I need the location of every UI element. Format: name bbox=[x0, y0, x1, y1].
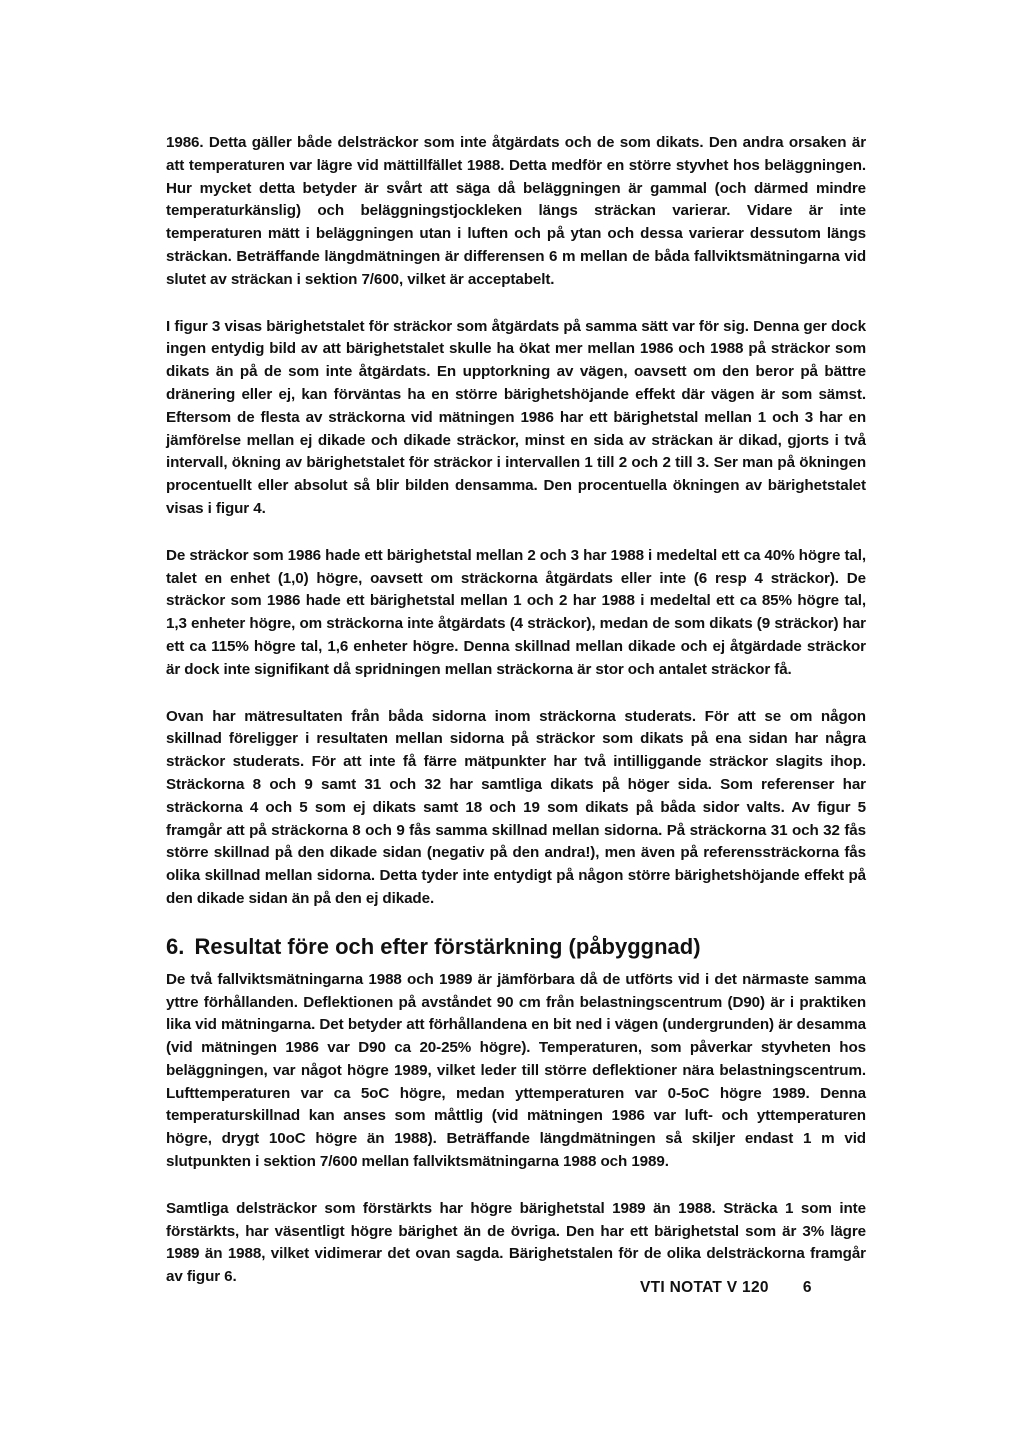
page-footer bbox=[640, 1279, 880, 1297]
paragraph-3: De sträckor som 1986 hade ett bärighetstal mellan 2 och 3 har 1988 i medeltal ett ca 40% högre tal, talet en enhet (1,0) högre, oavsett om sträckorna åtgärdats eller inte (6 resp 4 sträckor). De sträckor som 1986 hade ett bärighetstal mellan 1 och 2 har 1988 i medeltal ett ca 85% högre tal, 1,3 enheter högre, om sträckorna inte åtgärdats (4 sträckor), medan de som dikats (9 sträckor) har ett ca 115% högre tal, 1,6 enheter högre. Denna skillnad mellan dikade och ej åtgärdade sträckor är dock inte signifikant då spridningen mellan sträckorna är stor och antalet sträckor få. bbox=[166, 546, 866, 678]
section-heading bbox=[166, 933, 866, 961]
page-number: 6 bbox=[802, 1279, 812, 1296]
paragraph-5: De två fallviktsmätningarna 1988 och 1989 är jämförbara då de utförts vid i det närmaste samma yttre förhållanden. Deflektionen på avståndet 90 cm från belastningscentrum (D90) är i praktiken lika vid mätningarna. Det betyder att förhållandena en bit ned i vägen (undergrunden) är desamma (vid mätningen 1986 var D90 ca 20-25% högre). Temperaturen, som påverkar styvheten hos beläggningen, var något högre 1989, vilket leder till större deflektioner nära belastningscentrum. Lufttemperaturen var ca 5oC högre, medan yttemperaturen var 0-5oC högre 1989. Denna temperaturskillnad kan anses som måttlig (vid mätningen 1986 var luft- och yttemperaturen högre, drygt 10oC högre än 1988). Beträffande längdmätningen så skiljer endast 1 m vid slutpunkten i sektion 7/600 mellan fallviktsmätningarna 1988 och 1989. bbox=[166, 970, 866, 1171]
section-title: Resultat före och efter förstärkning (påbyggnad) bbox=[194, 933, 701, 959]
page-body bbox=[166, 132, 866, 1289]
paragraph-4: Ovan har mätresultaten från båda sidorna inom sträckorna studerats. För att se om någon skillnad föreligger i resultaten mellan sidorna på sträckor som dikats på ena sidan har några sträckor studerats. För att inte få färre mätpunkter har två intilliggande sträckor slagits ihop. Sträckorna 8 och 9 samt 31 och 32 har samtliga dikats på höger sida. Som referenser har sträckorna 4 och 5 som ej dikats samt 18 och 19 som dikats på båda sidor valts. Av figur 5 framgår att på sträckorna 8 och 9 fås samma skillnad mellan sidorna. På sträckorna 31 och 32 fås större skillnad på den dikade sidan (negativ på den andra!), men även på referenssträckorna fås olika skillnad mellan sidorna. Detta tyder inte entydigt på någon större bärighetshöjande effekt på den dikade sidan än på den ej dikade. bbox=[166, 707, 866, 907]
section-number: 6. bbox=[166, 933, 185, 959]
paragraph-1: 1986. Detta gäller både delsträckor som inte åtgärdats och de som dikats. Den andra orsaken är att temperaturen var lägre vid mättillfället 1988. Detta medför en större styvhet hos beläggningen. Hur mycket detta betyder är svårt att säga då beläggningen är gammal (och därmed mindre temperaturkänslig) och beläggningstjockleken längs sträckan varierar. Vidare är inte temperaturen mätt i beläggningen utan i luften och på ytan och dessa varierar dessutom längs sträckan. Beträffande längdmätningen är differensen 6 m mellan de båda fallviktsmätningarna vid slutet av sträckan i sektion 7/600, vilket är acceptabelt. bbox=[166, 134, 866, 288]
paragraph-6: Samtliga delsträckor som förstärkts har högre bärighetstal 1989 än 1988. Sträcka 1 som inte förstärkts, har väsentligt högre bärighet än de övriga. Den har ett bärighetstal som är 3% lägre 1989 än 1988, vilket vidimerar det ovan sagda. Bärighetstalen för de olika delsträckorna framgår av figur 6. bbox=[166, 1199, 866, 1286]
report-id: VTI NOTAT V 120 bbox=[640, 1279, 769, 1296]
paragraph-2: I figur 3 visas bärighetstalet för sträckor som åtgärdats på samma sätt var för sig. Denna ger dock ingen entydig bild av att bärighetstalet skulle ha ökat mer mellan 1986 och 1988 på sträckor som dikats än på de som inte åtgärdats. En upptorkning av vägen, oavsett om den beror på bättre dränering eller ej, kan förväntas ha en större bärighetshöjande effekt där vägen är som sämst. Eftersom de flesta av sträckorna vid mätningen 1986 har ett bärighetstal mellan 1 och 3 har en jämförelse mellan ej dikade och dikade sträckor, minst en sida av sträckan är dikad, gjorts i två intervall, ökning av bärighetstalet för sträckor i intervallen 1 till 2 och 2 till 3. Ser man på ökningen procentuellt eller absolut så blir bilden densamma. Den procentuella ökningen av bärighetstalet visas i figur 4. bbox=[166, 317, 866, 517]
